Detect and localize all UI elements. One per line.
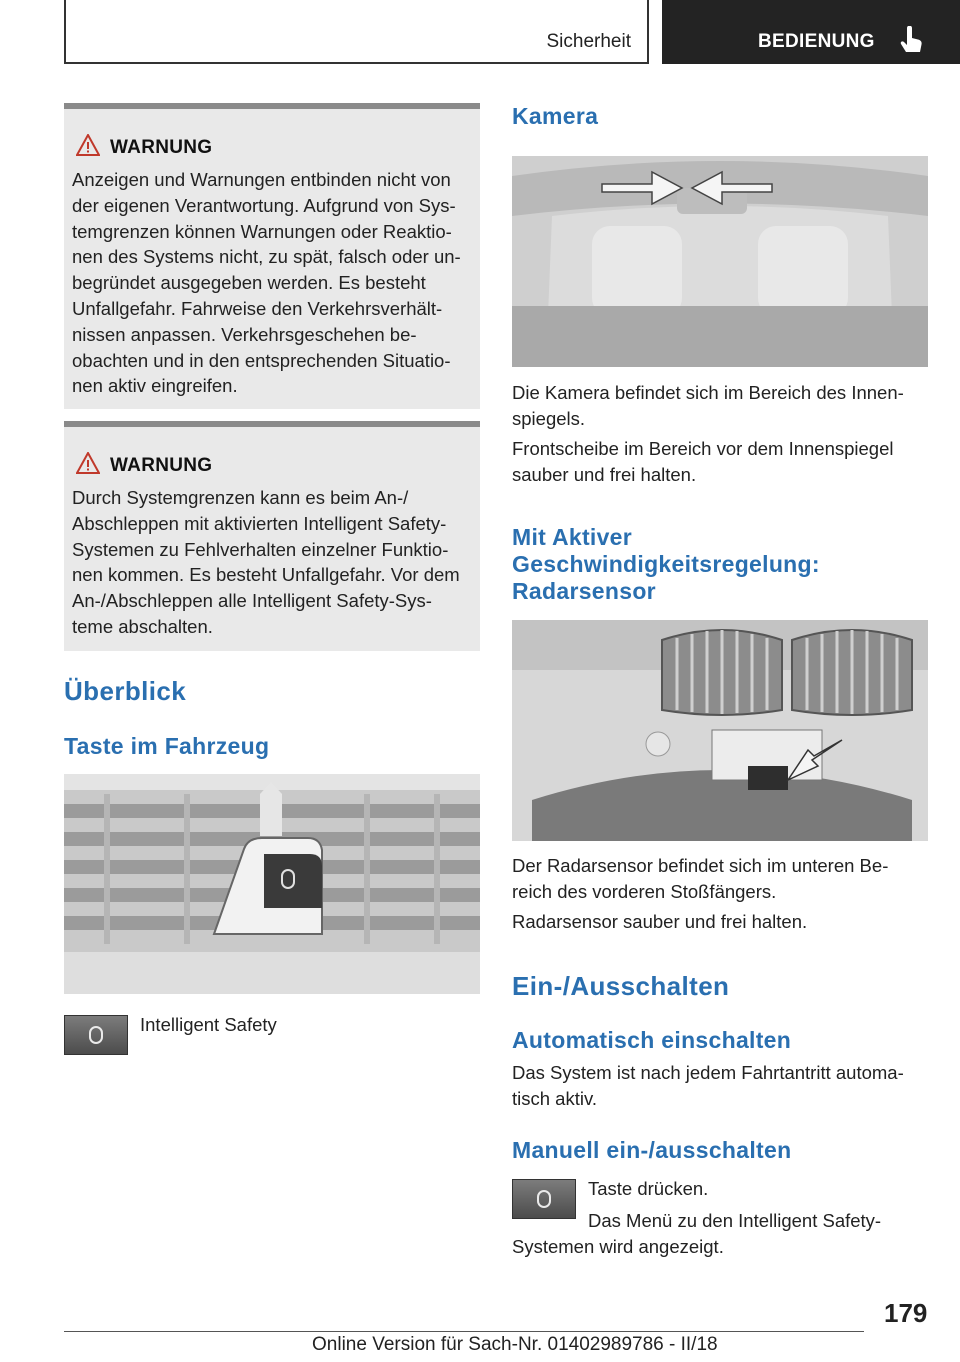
- intelligent-safety-button-icon: [64, 1015, 128, 1055]
- heading-manual: Manuell ein-/ausschalten: [512, 1137, 792, 1163]
- manual-text-2b: Systemen wird angezeigt.: [512, 1236, 724, 1257]
- radar-text-1: Der Radarsensor befindet sich im unteren Be- reich des vorderen Stoßfängers.: [512, 855, 889, 902]
- button-panel-image: [64, 774, 480, 994]
- warning-box-1: [64, 103, 480, 409]
- heading-on-off: Ein-/Ausschalten: [512, 971, 730, 1001]
- heading-radar: Mit Aktiver Geschwindigkeitsregelung: Radarsensor: [512, 524, 820, 604]
- radar-text-2: Radarsensor sauber und frei halten.: [512, 911, 808, 932]
- heading-button-in-vehicle: Taste im Fahrzeug: [64, 733, 270, 759]
- header-section-title: Sicherheit: [546, 31, 631, 52]
- camera-text-2: Frontscheibe im Bereich vor dem Innenspiegel sauber und frei halten.: [512, 438, 894, 485]
- heading-overview: Überblick: [64, 676, 187, 706]
- header-chapter-label: BEDIENUNG: [758, 31, 875, 52]
- camera-image: [512, 156, 928, 367]
- warning-title: WARNUNG: [110, 137, 213, 158]
- camera-text-1: Die Kamera befindet sich im Bereich des Innen- spiegels.: [512, 382, 904, 429]
- warning-box-2: [64, 421, 480, 651]
- manual-text-2a: Das Menü zu den Intelligent Safety-: [588, 1210, 882, 1231]
- pointing-hand-icon: [898, 26, 924, 56]
- page-number: 179: [884, 1298, 928, 1328]
- warning-title: WARNUNG: [110, 455, 213, 476]
- header-chapter-tab: [662, 0, 960, 64]
- header-section-box: [64, 0, 649, 64]
- warning-text: Anzeigen und Warnungen entbinden nicht von der eigenen Verantwortung. Aufgrund von Sys- temgrenzen können Warnungen oder Reaktio- nen des Systems nicht, zu spät, falsch oder un- begründet ausgegeben werden. Es besteht Unfallgefahr. Fahrweise den Verkehrsverhält- nissen anpassen. Verkehrsgeschehen be- obachten und in den entsprechenden Situatio- nen aktiv eingreifen.: [72, 169, 461, 397]
- footer-version-text: Online Version für Sach-Nr. 01402989786 - II/18: [312, 1334, 718, 1355]
- heading-auto-on: Automatisch einschalten: [512, 1027, 792, 1053]
- intelligent-safety-button-icon: [512, 1179, 576, 1219]
- warning-triangle-icon: [76, 134, 100, 156]
- button-caption: Intelligent Safety: [140, 1014, 277, 1035]
- auto-text: Das System ist nach jedem Fahrtantritt automa- tisch aktiv.: [512, 1062, 904, 1109]
- warning-triangle-icon: [76, 452, 100, 474]
- manual-text-1: Taste drücken.: [588, 1178, 709, 1199]
- heading-camera: Kamera: [512, 103, 599, 129]
- radar-sensor-image: [512, 620, 928, 841]
- footer-rule: [64, 1331, 864, 1332]
- warning-text: Durch Systemgrenzen kann es beim An-/ Abschleppen mit aktivierten Intelligent Safety- Systemen zu Fehlverhalten einzelner Funktio- nen kommen. Es besteht Unfallgefahr. Vor dem An-/Abschleppen alle Intelligent Safety-Sys- teme abschalten.: [72, 487, 460, 637]
